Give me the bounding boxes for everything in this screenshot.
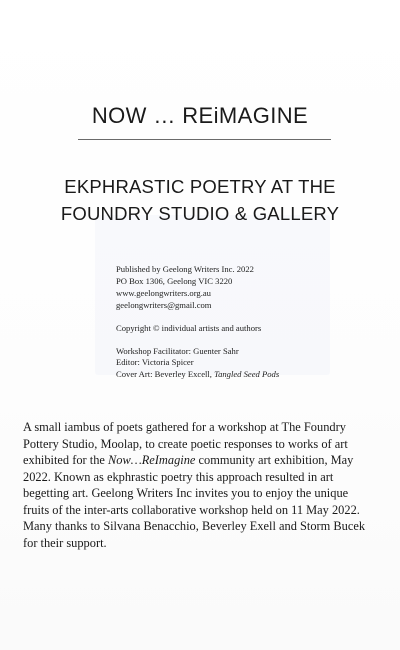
email-link[interactable]: geelongwriters@gmail.com: [116, 299, 212, 310]
intro-line: fruits of the inter-arts collaborative workshop held on 11 May 2022.: [23, 502, 360, 517]
title-divider: [78, 139, 331, 140]
colophon-spacer: [116, 312, 336, 323]
intro-line: [23, 452, 385, 469]
cover-art-title: Tangled Seed Pods: [214, 369, 280, 380]
copyright-line: Copyright © individual artists and authors: [116, 322, 262, 333]
colophon-spacer: [116, 335, 336, 346]
intro-paragraph: [23, 419, 385, 551]
intro-line: 2022. Known as ekphrastic poetry this approach resulted in art: [23, 469, 334, 484]
page-title: NOW … REiMAGINE: [91, 103, 309, 128]
intro-line-3-suffix: community art exhibition, May: [195, 453, 354, 467]
publisher-line: Published by Geelong Writers Inc. 2022: [116, 264, 254, 274]
editor-line: Editor: Victoria Spicer: [116, 357, 194, 368]
intro-line: A small iambus of poets gathered for a workshop at The Foundry: [23, 420, 346, 434]
subtitle-line-2: FOUNDRY STUDIO & GALLERY: [60, 203, 340, 224]
intro-line: begetting art. Geelong Writers Inc invites you to enjoy the unique: [23, 486, 349, 500]
intro-line: Many thanks to Silvana Benacchio, Beverley Exell and Storm Bucek: [23, 519, 366, 533]
facilitator-line: Workshop Facilitator: Guenter Sahr: [116, 345, 239, 356]
address-line: PO Box 1306, Geelong VIC 3220: [116, 275, 233, 286]
subtitle-line-1: EKPHRASTIC POETRY AT THE: [64, 176, 336, 197]
colophon-block: [116, 264, 336, 381]
intro-line: Pottery Studio, Moolap, to create poetic responses to works of art: [23, 436, 348, 451]
intro-line-3-prefix: exhibited for the: [23, 453, 108, 467]
exhibition-title: Now…ReImagine: [108, 453, 196, 467]
cover-art-line: [116, 369, 336, 381]
website-link[interactable]: www.geelongwriters.org.au: [116, 287, 211, 298]
cover-art-prefix: Cover Art: Beverley Excell,: [116, 369, 215, 380]
intro-line: for their support.: [23, 535, 107, 550]
page-subtitle: [0, 173, 400, 227]
